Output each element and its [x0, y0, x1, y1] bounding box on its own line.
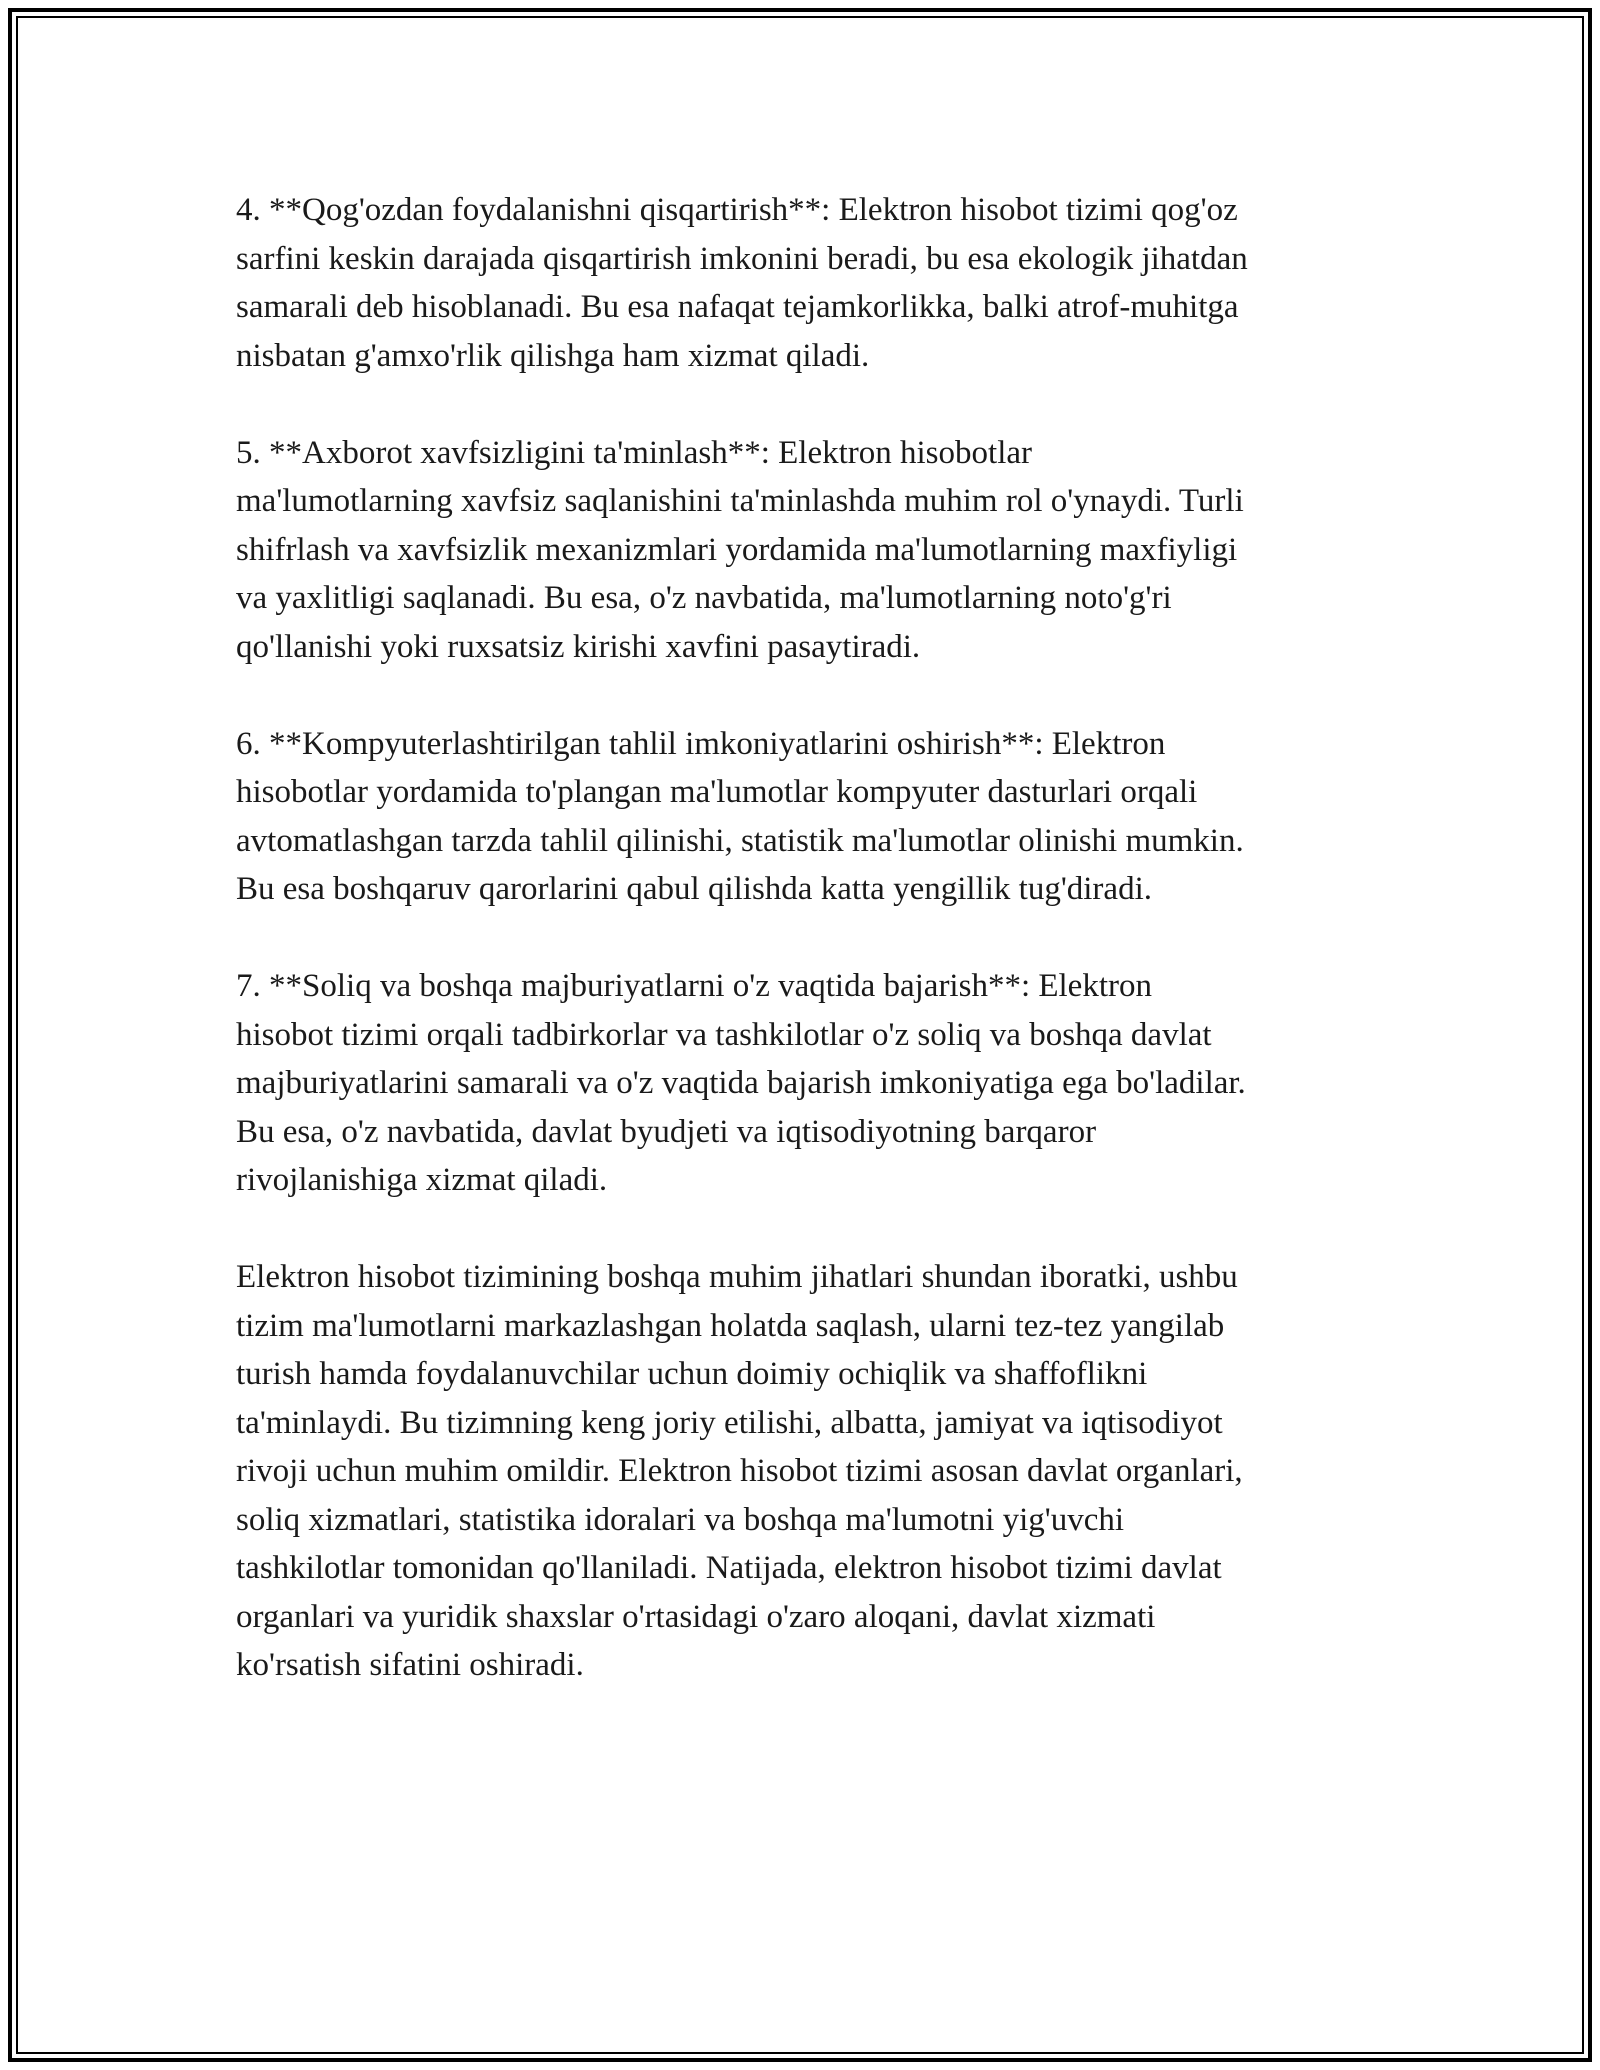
text-line: tashkilotlar tomonidan qo'llaniladi. Natijada, elektron hisobot tizimi davlat — [236, 1550, 1222, 1586]
text-line: hisobot tizimi orqali tadbirkorlar va tashkilotlar o'z soliq va boshqa davlat — [236, 1016, 1212, 1053]
text-line: nisbatan g'amxo'rlik qilishga ham xizmat qiladi. — [236, 337, 870, 374]
document-body — [236, 186, 1376, 1738]
text-line: avtomatlashgan tarzda tahlil qilinishi, statistik ma'lumotlar olinishi mumkin. — [236, 822, 1244, 859]
text-line: majburiyatlarini samarali va o'z vaqtida bajarish imkoniyatiga ega bo'ladilar. — [236, 1065, 1246, 1101]
text-line: rivoji uchun muhim omildir. Elektron hisobot tizimi asosan davlat organlari, — [236, 1453, 1243, 1489]
text-line: ma'lumotlarning xavfsiz saqlanishini ta'minlashda muhim rol o'ynaydi. Turli — [236, 483, 1244, 519]
text-line: va yaxlitligi saqlanadi. Bu esa, o'z navbatida, ma'lumotlarning noto'g'ri — [236, 580, 1172, 616]
text-line: 4. **Qog'ozdan foydalanishni qisqartirish**: Elektron hisobot tizimi qog'oz — [236, 192, 1238, 228]
text-line: turish hamda foydalanuvchilar uchun doimiy ochiqlik va shaffoflikni — [236, 1356, 1148, 1392]
paragraph-information-security — [236, 429, 1376, 672]
text-line: ko'rsatish sifatini oshiradi. — [236, 1647, 584, 1683]
text-line: organlari va yuridik shaxslar o'rtasidagi o'zaro aloqani, davlat xizmati — [236, 1598, 1156, 1635]
text-line: 6. **Kompyuterlashtirilgan tahlil imkoniyatlarini oshirish**: Elektron — [236, 725, 1166, 762]
text-line: qo'llanishi yoki ruxsatsiz kirishi xavfini pasaytiradi. — [236, 628, 921, 665]
text-line: 7. **Soliq va boshqa majburiyatlarni o'z vaqtida bajarish**: Elektron — [236, 968, 1152, 1004]
text-line: hisobotlar yordamida to'plangan ma'lumotlar kompyuter dasturlari orqali — [236, 774, 1198, 810]
text-line: Bu esa, o'z navbatida, davlat byudjeti va iqtisodiyotning barqaror — [236, 1113, 1097, 1150]
text-line: shifrlash va xavfsizlik mexanizmlari yordamida ma'lumotlarning maxfiyligi — [236, 531, 1238, 568]
text-line: sarfini keskin darajada qisqartirish imkonini beradi, bu esa ekologik jihatdan — [236, 240, 1248, 277]
paragraph-summary — [236, 1253, 1376, 1690]
text-line: Elektron hisobot tizimining boshqa muhim jihatlari shundan iboratki, ushbu — [236, 1259, 1238, 1295]
text-line: tizim ma'lumotlarni markazlashgan holatda saqlash, ularni tez-tez yangilab — [236, 1307, 1225, 1344]
text-line: 5. **Axborot xavfsizligini ta'minlash**: Elektron hisobotlar — [236, 434, 1032, 471]
text-line: rivojlanishiga xizmat qiladi. — [236, 1162, 608, 1198]
paragraph-computer-analysis — [236, 720, 1376, 914]
text-line: samarali deb hisoblanadi. Bu esa nafaqat tejamkorlikka, balki atrof-muhitga — [236, 289, 1239, 325]
paragraph-tax-obligations — [236, 962, 1376, 1205]
text-line: soliq xizmatlari, statistika idoralari va boshqa ma'lumotni yig'uvchi — [236, 1501, 1125, 1538]
text-line: Bu esa boshqaruv qarorlarini qabul qilishda katta yengillik tug'diradi. — [236, 871, 1152, 907]
text-line: ta'minlaydi. Bu tizimning keng joriy etilishi, albatta, jamiyat va iqtisodiyot — [236, 1404, 1223, 1441]
paragraph-paper-reduction — [236, 186, 1376, 380]
